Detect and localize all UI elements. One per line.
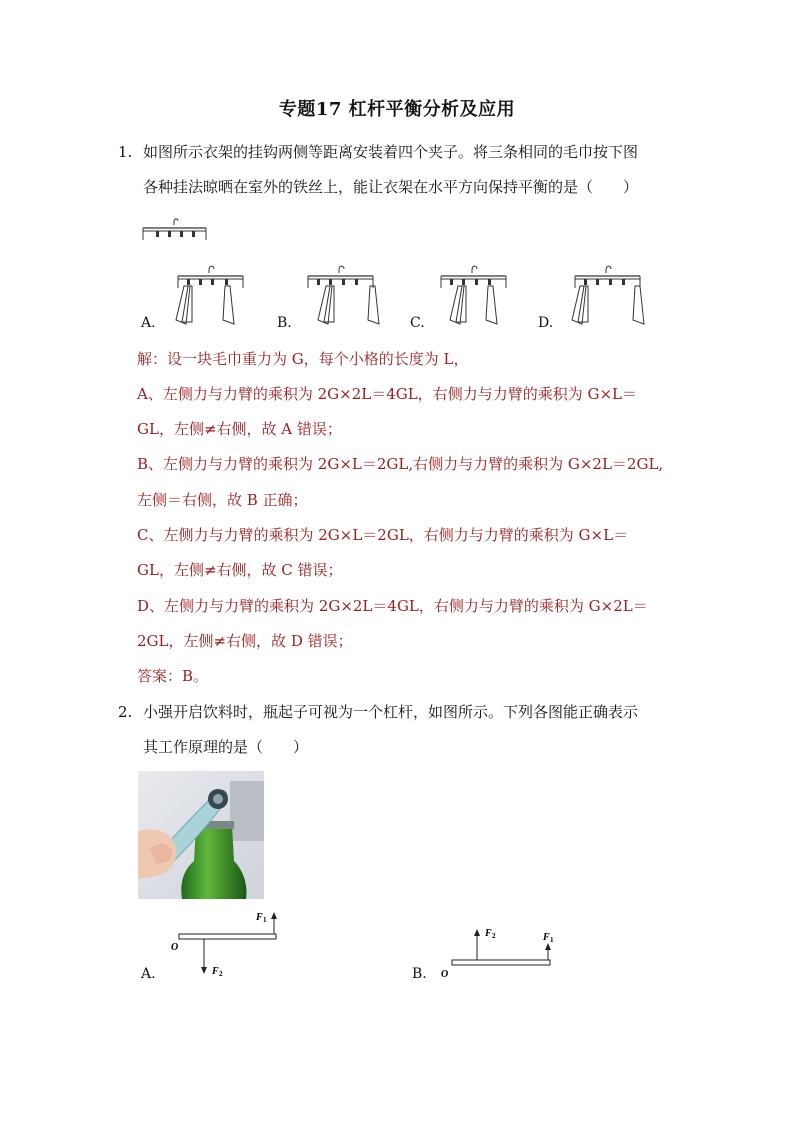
lever-option-b-figure	[438, 922, 563, 982]
hanger-option-c-figure	[436, 262, 518, 328]
q1-number: 1.	[118, 143, 133, 161]
f2-label: F	[212, 966, 219, 977]
q1-option-b-label[interactable]: B.	[277, 315, 292, 331]
solution-line: A、左侧力与力臂的乘积为 2G×2L＝4GL，右侧力与力臂的乘积为 G×L＝	[137, 385, 637, 403]
f2-label: F	[485, 928, 492, 939]
q1-option-a-label[interactable]: A.	[141, 315, 156, 331]
q1-option-c-label[interactable]: C.	[410, 315, 425, 331]
f2-subscript: 2	[219, 970, 223, 978]
q1-text-line2: 各种挂法晾晒在室外的铁丝上，能让衣架在水平方向保持平衡的是（ ）	[143, 178, 639, 196]
f2-subscript: 2	[492, 932, 496, 940]
f1-label: F	[256, 912, 263, 923]
solution-line: 2GL，左侧≠右侧，故 D 错误；	[137, 632, 353, 650]
f1-subscript: 1	[263, 916, 267, 924]
solution-line: B、左侧力与力臂的乘积为 2G×L＝2GL,右侧力与力臂的乘积为 G×2L＝2GL,	[137, 455, 664, 473]
solution-line: 左侧＝右侧，故 B 正确；	[137, 491, 308, 509]
solution-line: GL，左侧≠右侧，故 A 错误；	[137, 420, 342, 438]
solution-line: D、左侧力与力臂的乘积为 2G×2L＝4GL，右侧力与力臂的乘积为 G×2L＝	[137, 597, 648, 615]
solution-line: GL，左侧≠右侧，故 C 错误；	[137, 561, 343, 579]
pivot-o-label: O	[171, 942, 179, 953]
page-title: 专题17 杠杆平衡分析及应用	[278, 99, 516, 120]
q2-text-line2: 其工作原理的是（ ）	[143, 738, 309, 756]
q1-text-line1: 如图所示衣架的挂钩两侧等距离安装着四个夹子。将三条相同的毛巾按下图	[143, 143, 639, 161]
hanger-option-a-figure	[168, 262, 250, 328]
hanger-reference-figure	[138, 212, 210, 244]
q2-number: 2.	[118, 703, 133, 721]
solution-line: 解：设一块毛巾重力为 G，每个小格的长度为 L，	[137, 350, 469, 368]
f1-subscript: 1	[550, 936, 554, 944]
bottle-opener-photo	[138, 771, 264, 899]
hanger-option-b-figure	[302, 262, 384, 328]
answer-line: 答案：B。	[137, 667, 209, 685]
q2-option-b-label[interactable]: B.	[412, 966, 427, 982]
q2-option-a-label[interactable]: A.	[141, 966, 156, 982]
solution-line: C、左侧力与力臂的乘积为 2G×L＝2GL，右侧力与力臂的乘积为 G×L＝	[137, 526, 629, 544]
lever-option-a-figure	[166, 908, 286, 983]
q1-option-d-label[interactable]: D.	[538, 315, 554, 331]
q2-text-line1: 小强开启饮料时，瓶起子可视为一个杠杆，如图所示。下列各图能正确表示	[143, 703, 639, 721]
pivot-o-label: O	[441, 969, 449, 980]
hanger-option-d-figure	[566, 262, 650, 328]
f1-label: F	[543, 932, 550, 943]
